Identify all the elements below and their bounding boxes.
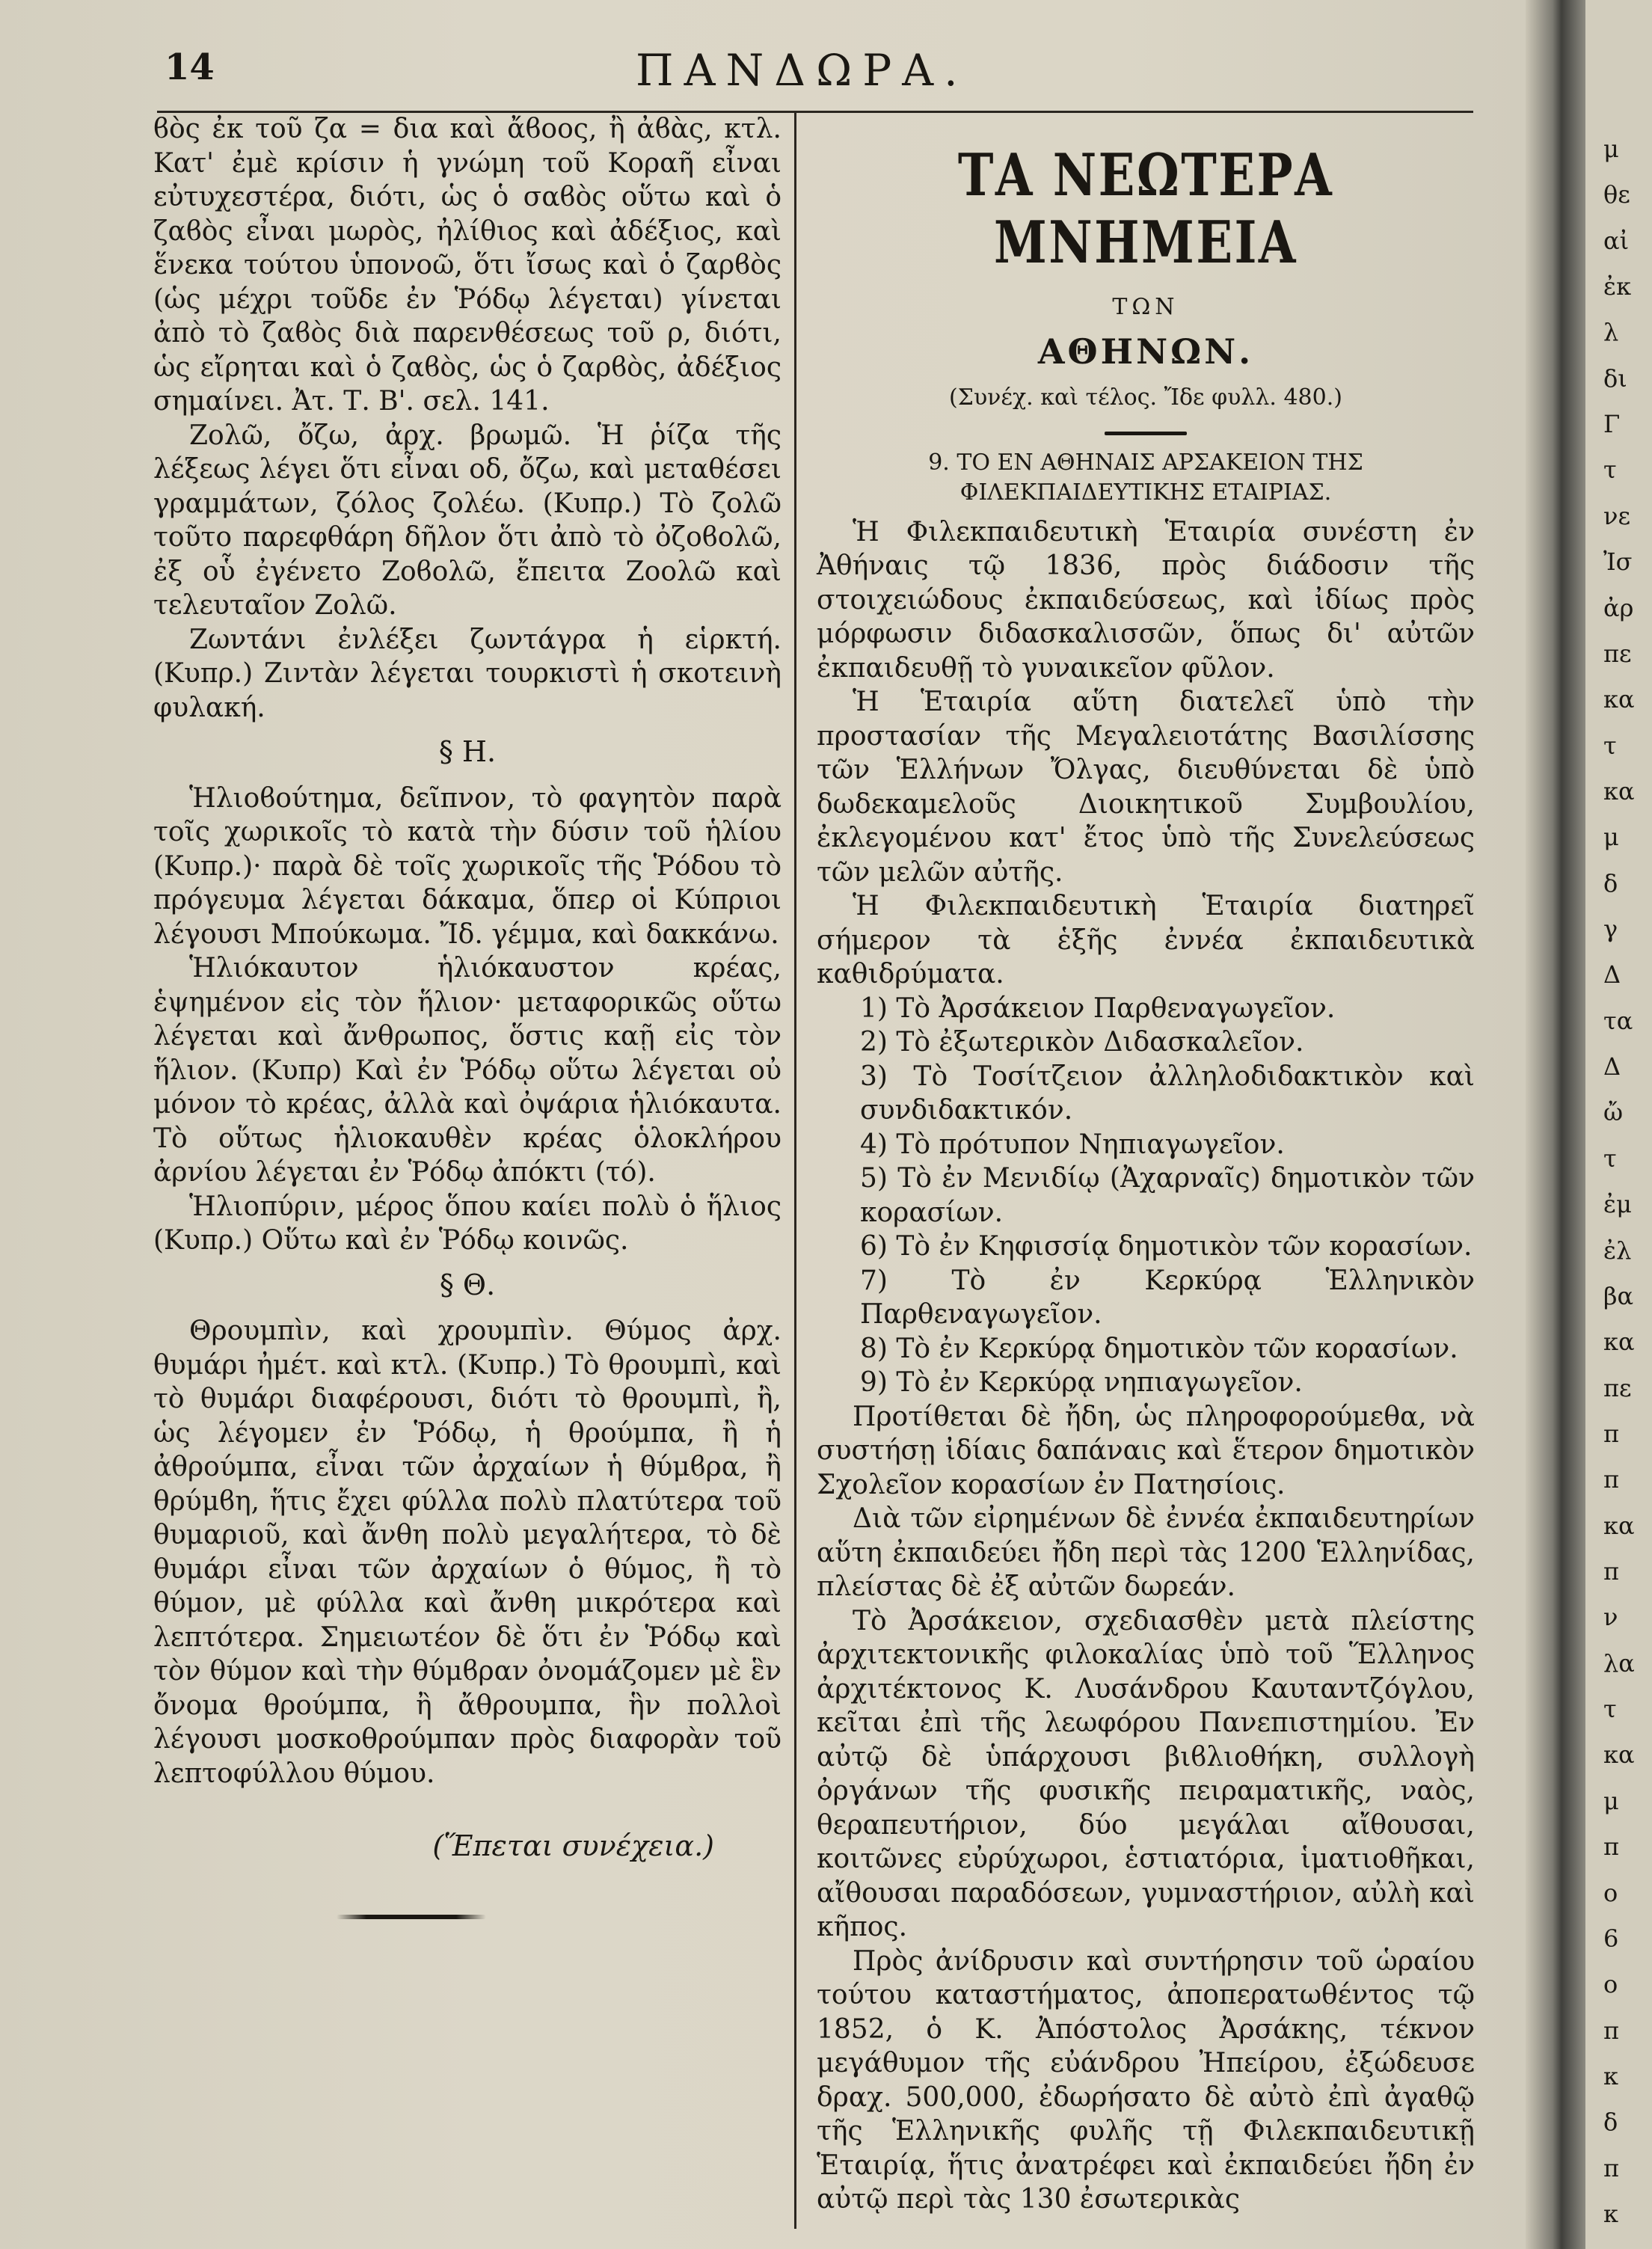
adjacent-page-fragment: ὤ <box>1603 1098 1624 1127</box>
adjacent-page-fragment: τ <box>1603 1695 1617 1724</box>
adjacent-page-fragment: π <box>1603 1465 1620 1494</box>
paragraph: Ἡλιοϐούτημα, δεῖπνον, τὸ φαγητὸν παρὰ τοῖς χωρικοῖς τὸ κατὰ τὴν δύσιν τοῦ ἡλίου (Κυπρ.)· παρὰ δὲ τοῖς χωρικοῖς τῆς Ῥόδου τὸ πρόγευμα λέγεται δάκαμα, ὅπερ οἱ Κύπριοι λέγουσι Μπούκωμα. Ἴδ. γέμμα, καὶ δακκάνω. <box>153 782 782 950</box>
column-rule <box>794 112 796 2229</box>
page-header <box>157 45 1473 97</box>
adjacent-page-fragment: γ <box>1603 915 1618 944</box>
running-title: ΠΑΝΔΩΡΑ. <box>636 45 968 96</box>
paragraph: Ζολῶ, ὄζω, ἀρχ. βρωμῶ. Ἡ ῥίζα τῆς λέξεως λέγει ὅτι εἶναι οδ, ὄζω, καὶ μεταθέσει γραμμάτων, ζόλος ζολέω. (Κυπρ.) Τὸ ζολῶ τοῦτο παρεφθάρη δῆλον ὅτι ἀπὸ τὸ ὀζοϐολῶ, ἐξ οὗ ἐγένετο Ζοϐολῶ, ἔπειτα Ζοολῶ καὶ τελευταῖον Ζολῶ. <box>153 420 782 621</box>
paragraph: Πρὸς ἀνίδρυσιν καὶ συντήρησιν τοῦ ὡραίου τούτου καταστήματος, ἀποπερατωθέντος τῷ 1852, ὁ Κ. Ἀπόστολος Ἀρσάκης, τέκνον μεγάθυμον τῆς εὐάνδρου Ἠπείρου, ἐξώδευσε δραχ. 500,000, ἐδωρήσατο δὲ αὐτὸ ἐπὶ ἀγαθῷ τῆς Ἑλληνικῆς φυλῆς τῇ Φιλεκπαιδευτικῇ Ἑταιρίᾳ, ἥτις ἀνατρέφει καὶ ἐκπαιδεύει ἤδη ἐν αὐτῷ περὶ τὰς 130 ἐσωτερικὰς <box>817 1945 1475 2215</box>
article-title-city: ΑΘΗΝΩΝ. <box>1037 331 1254 372</box>
paragraph: Ἡ Φιλεκπαιδευτικὴ Ἑταιρία συνέστη ἐν Ἀθήναις τῷ 1836, πρὸς διάδοσιν τῆς στοιχειώδους ἐκπαιδεύσεως, καὶ ἰδίως πρὸς μόρφωσιν διδασκαλισσῶν, ὅπως δι' αὐτῶν ἐκπαιδευθῇ τὸ γυναικεῖον φῦλον. <box>817 516 1475 684</box>
adjacent-page-fragment: τ <box>1603 1144 1617 1173</box>
book-gutter <box>1526 0 1585 2249</box>
paragraph: ϐὸς ἐκ τοῦ ζα = δια καὶ ἄϐοος, ἢ ἀϐὰς, κτλ. Κατ' ἐμὲ κρίσιν ἡ γνώμη τοῦ Κοραῆ εἶναι εὐτυχεστέρα, διότι, ὡς ὁ σαϐὸς οὕτω καὶ ὁ ζαϐὸς εἶναι μωρὸς, ἠλίθιος καὶ ἀδέξιος, καὶ ἕνεκα τούτου ὑπονοῶ, ὅτι ἴσως καὶ ὁ ζαρϐὸς (ὡς μέχρι τοῦδε ἐν Ῥόδῳ λέγεται) γίνεται ἀπὸ τὸ ζαϐὸς διὰ παρενθέσεως τοῦ ρ, διότι, ὡς εἴρηται καὶ ὁ ζαϐὸς, ὡς ὁ ζαρϐὸς, ἀδέξιος σημαίνει. Ἀτ. Τ. Β'. σελ. 141. <box>153 114 782 417</box>
list-item: 2) Τὸ ἐξωτερικὸν Διδασκαλεῖον. <box>860 1027 1304 1058</box>
paragraph: Τὸ Ἀρσάκειον, σχεδιασθὲν μετὰ πλείστης ἀρχιτεκτονικῆς φιλοκαλίας ὑπὸ τοῦ Ἕλληνος ἀρχιτέκτονος Κ. Λυσάνδρου Καυταντζόγλου, κεῖται ἐπὶ τῆς λεωφόρου Πανεπιστημίου. Ἐν αὐτῷ δὲ ὑπάρχουσι βιϐλιοθήκη, συλλογὴ ὀργάνων τῆς φυσικῆς πειραματικῆς, ναὸς, θεραπευτήριον, δύο μεγάλαι αἴθουσαι, κοιτῶνες εὐρύχωροι, ἑστιατόρια, ἱματιοθῆκαι, αἴθουσαι παραδόσεων, γυμναστήριον, αὐλὴ καὶ κῆπος. <box>817 1605 1475 1942</box>
list-item: 9) Τὸ ἐν Κερκύρᾳ νηπιαγωγεῖον. <box>860 1367 1303 1398</box>
list-item: 5) Τὸ ἐν Μενιδίῳ (Ἀχαρναῖς) δημοτικὸν τῶν κορασίων. <box>860 1163 1475 1228</box>
adjacent-page-fragment: Δ <box>1603 1052 1621 1081</box>
list-item: 6) Τὸ ἐν Κηφισσίᾳ δημοτικὸν τῶν κορασίων. <box>860 1231 1473 1262</box>
adjacent-page-fragment: πε <box>1603 1373 1632 1402</box>
continuation-reference: (Συνέχ. καὶ τέλος. Ἴδε φυλλ. 480.) <box>949 384 1342 411</box>
left-column <box>153 112 782 1928</box>
adjacent-page-fragment: ο <box>1603 1970 1618 1999</box>
adjacent-page-edge <box>1585 0 1652 2249</box>
adjacent-page-fragment: Ἰσ <box>1603 547 1633 577</box>
list-item: 3) Τὸ Τοσίτζειον ἀλληλοδιδακτικὸν καὶ συνδιδακτικόν. <box>860 1061 1475 1126</box>
adjacent-page-fragment: Γ <box>1603 410 1621 439</box>
adjacent-page-fragment: κα <box>1603 1328 1635 1357</box>
adjacent-page-fragment: λα <box>1603 1648 1635 1678</box>
adjacent-page-fragment: ἐμ <box>1603 1190 1632 1219</box>
adjacent-page-fragment: μ <box>1603 1786 1619 1815</box>
adjacent-page-fragment: ν <box>1603 1603 1618 1632</box>
adjacent-page-fragment: 6 <box>1603 1924 1619 1953</box>
list-item: 8) Τὸ ἐν Κερκύρᾳ δημοτικὸν τῶν κορασίων. <box>860 1333 1458 1364</box>
continuation-note: (Ἕπεται συνέχεια.) <box>432 1829 714 1862</box>
adjacent-page-fragment: ο <box>1603 1878 1618 1907</box>
adjacent-page-fragment: κ <box>1603 2061 1618 2090</box>
adjacent-page-fragment: πε <box>1603 639 1632 668</box>
list-item: 4) Τὸ πρότυπον Νηπιαγωγεῖον. <box>860 1129 1285 1160</box>
paragraph: Διὰ τῶν εἰρημένων δὲ ἐννέα ἐκπαιδευτηρίων αὕτη ἐκπαιδεύει ἤδη περὶ τὰς 1200 Ἑλληνίδας, πλείστας δὲ ἐξ αὐτῶν δωρεάν. <box>817 1503 1475 1602</box>
paragraph: Ἡλιοπύριν, μέρος ὅπου καίει πολὺ ὁ ἥλιος (Κυπρ.) Οὕτω καὶ ἐν Ῥόδῳ κοινῶς. <box>153 1191 782 1256</box>
paragraph: Ἡ Φιλεκπαιδευτικὴ Ἑταιρία διατηρεῖ σήμερον τὰ ἑξῆς ἐννέα ἐκπαιδευτικὰ καθιδρύματα. <box>817 891 1475 990</box>
paragraph: Ἡ Ἑταιρία αὕτη διατελεῖ ὑπὸ τὴν προστασίαν τῆς Μεγαλειοτάτης Βασιλίσσης τῶν Ἑλλήνων Ὄλγας, διευθύνεται δὲ ὑπὸ δωδεκαμελοῦς Διοικητικοῦ Συμβουλίου, ἐκλεγομένου κατ' ἔτος ὑπὸ τῆς Συνελεύσεως τῶν μελῶν αὐτῆς. <box>817 687 1475 888</box>
article-title: ΤΑ ΝΕΩΤΕΡΑ ΜΝΗΜΕΙΑ <box>957 141 1334 277</box>
adjacent-page-fragment: π <box>1603 1832 1620 1862</box>
adjacent-page-fragment: κ <box>1603 2200 1618 2229</box>
adjacent-page-fragment: Δ <box>1603 960 1621 990</box>
list-item: 7) Τὸ ἐν Κερκύρᾳ Ἑλληνικὸν Παρθεναγωγεῖον. <box>860 1265 1475 1330</box>
adjacent-page-fragment: τ <box>1603 731 1617 760</box>
adjacent-page-fragment: π <box>1603 1557 1620 1586</box>
adjacent-page-fragment: ἐλ <box>1603 1236 1632 1265</box>
adjacent-page-fragment: δ <box>1603 868 1618 898</box>
establishments-list <box>817 992 1475 1400</box>
adjacent-page-fragment: αἰ <box>1603 226 1630 255</box>
title-ornament <box>817 426 1475 441</box>
adjacent-page-fragment: μ <box>1603 823 1619 852</box>
adjacent-page-fragment: π <box>1603 1419 1620 1448</box>
adjacent-page-fragment: βα <box>1603 1281 1634 1310</box>
adjacent-page-fragment: ἀρ <box>1603 593 1634 622</box>
adjacent-page-fragment: κα <box>1603 1740 1635 1770</box>
section-heading: 9. ΤΟ ΕΝ ΑΘΗΝΑΙΣ ΑΡΣΑΚΕΙΟΝ ΤΗΣ ΦΙΛΕΚΠΑΙΔΕΥΤΙΚΗΣ ΕΤΑΙΡΙΑΣ. <box>928 449 1363 506</box>
adjacent-page-fragment: κα <box>1603 776 1635 806</box>
article-title-of: ΤΩΝ <box>1112 294 1179 320</box>
right-column <box>817 112 1475 2217</box>
paragraph: Ἡλιόκαυτον ἡλιόκαυστον κρέας, ἑψημένον εἰς τὸν ἥλιον· μεταφορικῶς οὕτω λέγεται καὶ ἄνθρωπος, ὅστις καῇ εἰς τὸν ἥλιον. (Κυπρ) Καὶ ἐν Ῥόδῳ οὕτω λέγεται οὐ μόνον τὸ κρέας, ἀλλὰ καὶ ὀψάρια ἡλιόκαυτα. Τὸ οὕτως ἡλιοκαυθὲν κρέας ὁλοκλήρου ἀρνίου λέγεται ἐν Ῥόδῳ ἀπόκτι (τό). <box>153 953 782 1188</box>
paragraph: Θρουμπὶν, καὶ χρουμπὶν. Θύμος ἀρχ. θυμάρι ἠμέτ. καὶ κτλ. (Κυπρ.) Τὸ θρουμπὶ, καὶ τὸ θυμάρι διαφέρουσι, διότι τὸ θρουμπὶ, ἢ, ὡς λέγομεν ἐν Ῥόδῳ, ἡ θρούμπα, ἢ ἡ ἀθρούμπα, εἶναι τῶν ἀρχαίων ἡ θύμϐρα, ἢ θρύμϐη, ἥτις ἔχει φύλλα πολὺ πλατύτερα τοῦ θυμαριοῦ, καὶ ἄνθη πολὺ μεγαλήτερα, τὸ δὲ θυμάρι εἶναι τῶν ἀρχαίων ὁ θύμος, ἢ τὸ θύμον, μὲ φύλλα καὶ ἄνθη μικρότερα καὶ λεπτότερα. Σημειωτέον δὲ ὅτι ἐν Ῥόδῳ καὶ τὸν θύμον καὶ τὴν θύμϐραν ὀνομάζομεν μὲ ἓν ὄνομα θρούμπα, ἢ ἄθρουμπα, ἣν πολλοὶ λέγουσι μοσκοθρούμπαν πρὸς διαφορὰν τοῦ λεπτοφύλλου θύμου. <box>153 1316 782 1789</box>
adjacent-page-fragment: π <box>1603 2016 1620 2045</box>
page-number: 14 <box>165 46 215 88</box>
list-item: 1) Τὸ Ἀρσάκειον Παρθεναγωγεῖον. <box>860 992 1336 1024</box>
section-heading-theta: § Θ. <box>439 1268 496 1301</box>
adjacent-page-fragment: λ <box>1603 318 1619 347</box>
adjacent-page-fragment: τα <box>1603 1006 1633 1035</box>
adjacent-page-fragment: δ <box>1603 2108 1618 2137</box>
end-ornament <box>153 1906 782 1928</box>
adjacent-page-fragment: μ <box>1603 135 1619 163</box>
adjacent-page-fragment: τ <box>1603 455 1617 485</box>
section-heading-eta: § Η. <box>438 735 497 768</box>
adjacent-page-fragment: ἐκ <box>1603 272 1632 301</box>
adjacent-page-fragment: νε <box>1603 501 1631 530</box>
paragraph: Ζωντάνι ἐνλέξει ζωντάγρα ἡ εἱρκτή. (Κυπρ.) Ζιντὰν λέγεται τουρκιστὶ ἡ σκοτεινὴ φυλακή. <box>153 624 782 723</box>
paragraph: Προτίθεται δὲ ἤδη, ὡς πληροφορούμεθα, νὰ συστήσῃ ἰδίαις δαπάναις καὶ ἕτερον δημοτικὸν Σχολεῖον κορασίων ἐν Πατησίοις. <box>817 1401 1475 1500</box>
adjacent-page-fragment: π <box>1603 2153 1620 2182</box>
adjacent-page-fragment: κα <box>1603 1511 1635 1540</box>
adjacent-page-fragment: δι <box>1603 363 1627 393</box>
adjacent-page-fragment: κα <box>1603 685 1635 714</box>
adjacent-page-fragment: θε <box>1603 180 1630 209</box>
